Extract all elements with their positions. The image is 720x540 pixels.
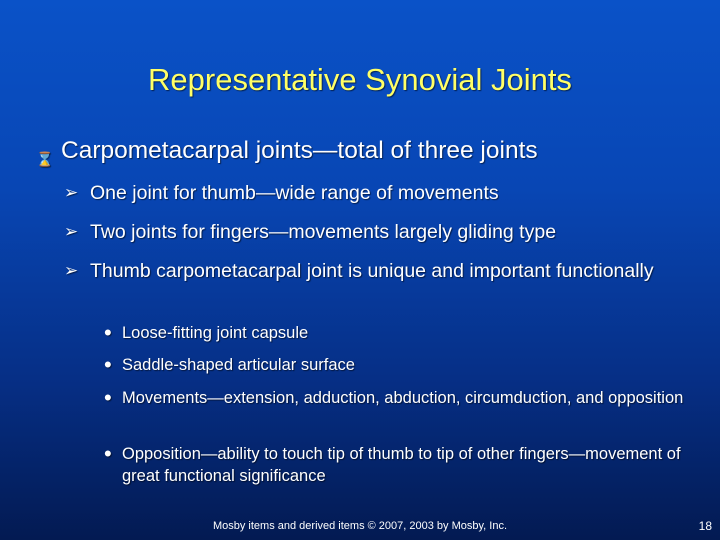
arrow-bullet-icon: ➢ xyxy=(64,183,79,202)
arrow-bullet-icon: ➢ xyxy=(64,261,79,280)
page-number: 18 xyxy=(698,519,712,533)
dot-bullet-icon: • xyxy=(104,441,112,466)
dot-bullet-icon: • xyxy=(104,352,112,377)
slide-title: Representative Synovial Joints xyxy=(148,62,572,97)
hourglass-icon: ⌛ xyxy=(36,151,54,167)
main-point-text: Carpometacarpal joints—total of three joints xyxy=(61,137,538,164)
dot-bullet-icon: • xyxy=(104,320,112,345)
detail-text: Saddle-shaped articular surface xyxy=(122,356,355,374)
detail-text: Loose-fitting joint capsule xyxy=(122,324,309,342)
arrow-bullet-icon: ➢ xyxy=(64,222,79,241)
copyright-footer: Mosby items and derived items © 2007, 2003 by Mosby, Inc. xyxy=(212,520,508,532)
dot-bullet-icon: • xyxy=(104,385,112,410)
sub-point-text: One joint for thumb—wide range of movements xyxy=(90,182,499,204)
sub-point-text: Two joints for fingers—movements largely gliding type xyxy=(90,221,557,243)
detail-text: Opposition—ability to touch tip of thumb to tip of other fingers—movement of great functional significance xyxy=(122,445,681,485)
detail-text: Movements—extension, adduction, abduction, circumduction, and opposition xyxy=(122,389,684,407)
sub-point-text: Thumb carpometacarpal joint is unique and important functionally xyxy=(90,260,654,282)
